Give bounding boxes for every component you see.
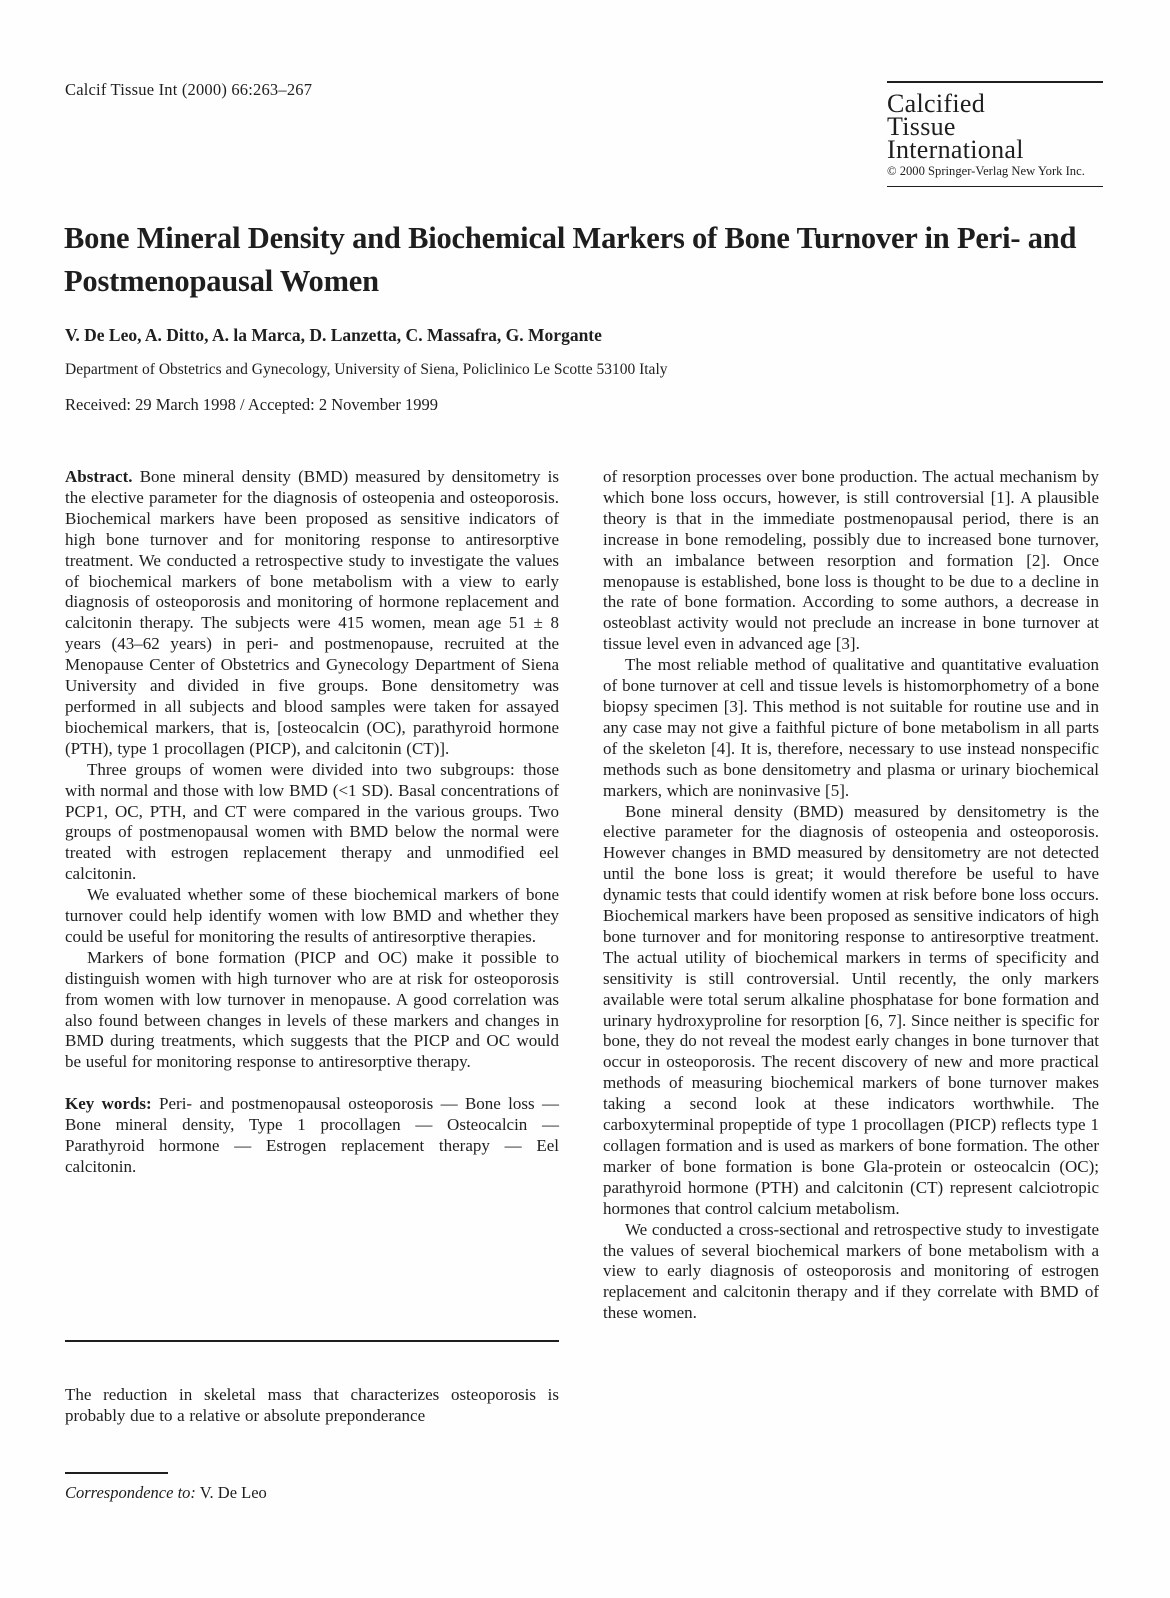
masthead-top-rule <box>887 81 1103 83</box>
introduction-left-block <box>65 1340 559 1427</box>
correspondence-line <box>65 1483 559 1503</box>
journal-logo-line-1: Calcified <box>887 89 985 118</box>
abstract-paragraph-1-text: Bone mineral density (BMD) measured by densitometry is the elective parameter for the diagnosis of osteopenia and osteoporosis. Biochemical markers have been proposed as sensitive indicators of high bone turnover and for monitoring response to antiresorptive treatment. We conducted a retrospective study to investigate the values of biochemical markers of bone metabolism with a view to early diagnosis of osteoporosis and monitoring of hormone replacement and calcitonin therapy. The subjects were 415 women, mean age 51 ± 8 years (43–62 years) in peri- and postmenopause, recruited at the Menopause Center of Obstetrics and Gynecology Department of Siena University and divided in five groups. Bone densitometry was performed in all subjects and blood samples were taken for assayed biochemical markers, that is, [osteocalcin (OC), parathyroid hormone (PTH), type 1 procollagen (PICP), and calcitonin (CT)]. <box>65 467 559 758</box>
introduction-paragraph-2: The most reliable method of qualitative and quantitative evaluation of bone turnover at cell and tissue levels is histomorphometry of a bone biopsy specimen [3]. This method is not suitable for routine use and in any case may not give a faithful picture of bone metabolism in all parts of the skeleton [4]. It is, therefore, necessary to use instead nonspecific methods such as bone densitometry and plasma or urinary biochemical markers, which are noninvasive [5]. <box>603 655 1099 800</box>
abstract-paragraph-3: We evaluated whether some of these biochemical markers of bone turnover could help identify women with low BMD and whether they could be useful for monitoring the results of antiresorptive therapies. <box>65 885 559 946</box>
affiliation-line: Department of Obstetrics and Gynecology, University of Siena, Policlinico Le Scotte 53100 Italy <box>65 361 668 378</box>
masthead-bottom-rule <box>887 186 1103 187</box>
received-accepted-line: Received: 29 March 1998 / Accepted: 2 November 1999 <box>65 395 438 414</box>
authors-line: V. De Leo, A. Ditto, A. la Marca, D. Lanzetta, C. Massafra, G. Morgante <box>65 325 602 345</box>
abstract-paragraph-4: Markers of bone formation (PICP and OC) make it possible to distinguish women with high turnover who are at risk for osteoporosis from women with low turnover in menopause. A good correlation was also found between changes in levels of these markers and changes in BMD during treatments, which suggests that the PICP and OC would be useful for monitoring response to antiresorptive therapy. <box>65 947 559 1072</box>
abstract-label: Abstract. <box>65 467 133 486</box>
paper-title: Bone Mineral Density and Biochemical Markers of Bone Turnover in Peri- and Postmenopausal Women <box>64 221 1077 298</box>
keywords-paragraph <box>65 1094 559 1178</box>
section-divider-rule <box>65 1340 559 1342</box>
journal-logo-line-2: Tissue <box>887 112 956 141</box>
keywords-label: Key words: <box>65 1094 152 1114</box>
column-left <box>65 467 559 1178</box>
abstract-paragraph-1 <box>65 467 559 760</box>
introduction-paragraph-4: We conducted a cross-sectional and retrospective study to investigate the values of several biochemical markers of bone metabolism with a view to early diagnosis of osteoporosis and monitoring of estrogen replacement and calcitonin therapy and if they correlate with BMD of these women. <box>603 1219 1099 1323</box>
introduction-paragraph-1: of resorption processes over bone production. The actual mechanism by which bone loss occurs, however, is still controversial [1]. A plausible theory is that in the immediate postmenopausal period, there is an increase in bone remodeling, possibly due to increased bone turnover, with an imbalance between resorption and formation [2]. Once menopause is established, bone loss is thought to be due to a decline in the rate of bone formation. According to some authors, a decrease in osteoblast activity would not preclude an increase in bone turnover at tissue level even in advanced age [3]. <box>603 467 1099 654</box>
journal-masthead <box>887 81 1103 187</box>
journal-logo-line-3: International <box>887 135 1024 164</box>
introduction-paragraph-3: Bone mineral density (BMD) measured by densitometry is the elective parameter for the diagnosis of osteopenia and osteoporosis. However changes in BMD measured by densitometry are not detected until the bone loss is great; it would therefore be useful to have dynamic tests that could identify women at risk before bone loss occurs. Biochemical markers have been proposed as sensitive indicators of high bone turnover and for monitoring response to antiresorptive treatment. The actual utility of biochemical markers in terms of specificity and sensitivity is still controversial. Until recently, the only markers available were total serum alkaline phosphatase for bone formation and urinary hydroxyproline for resorption [6, 7]. Since neither is specific for bone, they do not reveal the modest early changes in bone turnover that occur in osteoporosis. The recent discovery of new and more practical methods of measuring biochemical markers of bone turnover makes taking a second look at these indicators worthwhile. The carboxyterminal propeptide of type 1 procollagen (PICP) reflects type 1 collagen formation and is used as markers of bone formation. The other marker of bone formation is bone Gla-protein or osteocalcin (OC); parathyroid hormone (PTH) and calcitonin (CT) represent calciotropic hormones that control calcium metabolism. <box>603 801 1099 1218</box>
journal-reference: Calcif Tissue Int (2000) 66:263–267 <box>65 80 313 99</box>
abstract-paragraph-2: Three groups of women were divided into two subgroups: those with normal and those with low BMD (<1 SD). Basal concentrations of PCP1, OC, PTH, and CT were compared in the various groups. Two groups of postmenopausal women with BMD below the normal were treated with estrogen replacement therapy and unmodified eel calcitonin. <box>65 759 559 884</box>
copyright-line: © 2000 Springer-Verlag New York Inc. <box>887 164 1085 178</box>
correspondence-name: V. De Leo <box>199 1483 267 1502</box>
footnote-block <box>65 1472 559 1503</box>
introduction-left-text: The reduction in skeletal mass that characterizes osteoporosis is probably due to a relative or absolute preponderance <box>65 1385 559 1425</box>
column-right <box>603 467 1099 1324</box>
correspondence-label: Correspondence to: <box>65 1483 196 1502</box>
journal-logo-text <box>887 89 1103 164</box>
keywords-text: Peri- and postmenopausal osteoporosis — Bone loss — Bone mineral density, Type 1 procollagen — Osteocalcin — Parathyroid hormone — Estrogen replacement therapy — Eel calcitonin. <box>65 1094 559 1176</box>
footnote-divider-rule <box>65 1472 168 1474</box>
